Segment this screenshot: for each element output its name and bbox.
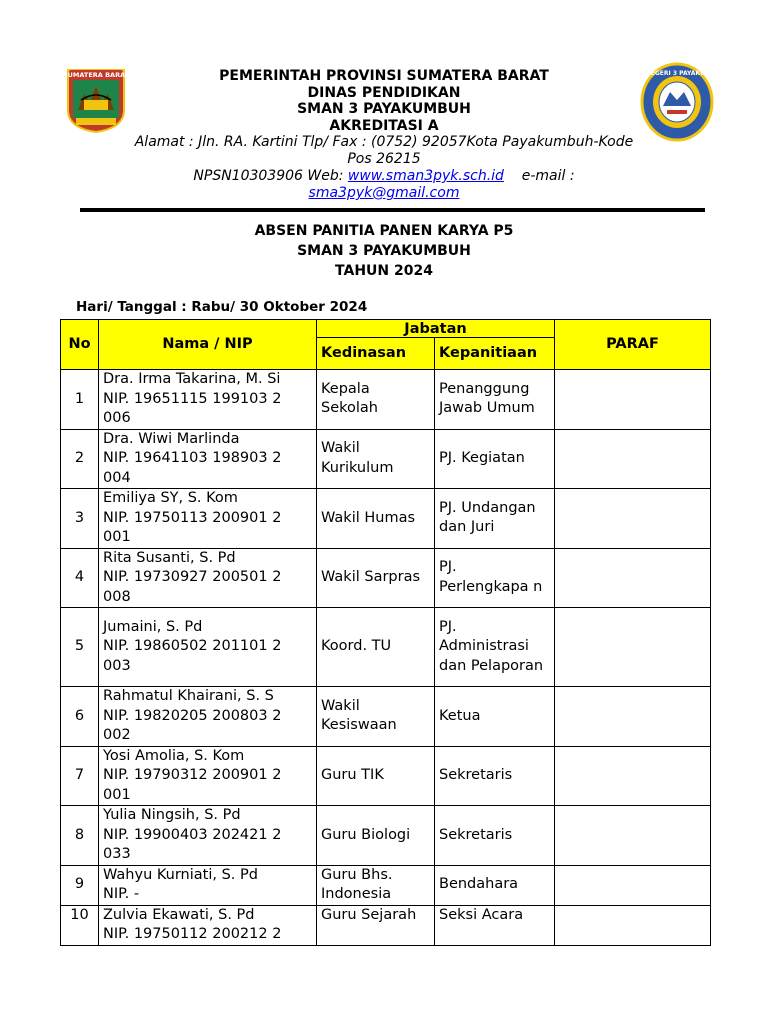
table-row bbox=[61, 370, 711, 430]
row-no: 4 bbox=[61, 548, 99, 608]
emblem-banner-text: SUMATERA BARAT bbox=[62, 71, 130, 79]
row-nama: Rita Susanti, S. Pd bbox=[103, 549, 236, 566]
row-nip: NIP. 19790312 200901 2 001 bbox=[103, 767, 282, 803]
row-nip: NIP. 19820205 200803 2 002 bbox=[103, 707, 282, 743]
header-kedinasan: Kedinasan bbox=[317, 338, 435, 370]
letterhead-divider bbox=[80, 208, 705, 212]
address-text-1: Alamat : Jln. RA. Kartini Tlp/ Fax : (0752) 92057Kota Payakumbuh-Kode bbox=[134, 134, 634, 150]
address-text-2: Pos 26215 bbox=[347, 151, 421, 167]
row-paraf[interactable] bbox=[555, 608, 711, 687]
title-line: TAHUN 2024 bbox=[335, 263, 433, 279]
header-paraf: PARAF bbox=[555, 320, 711, 370]
table-row bbox=[61, 865, 711, 905]
row-kedinasan: Kepala Sekolah bbox=[317, 370, 435, 430]
row-nama: Dra. Wiwi Marlinda bbox=[103, 430, 240, 447]
row-nip: NIP. 19860502 201101 2 003 bbox=[103, 638, 282, 674]
row-paraf[interactable] bbox=[555, 905, 711, 945]
row-nama-nip bbox=[99, 905, 317, 945]
seal-ring-text: SMA NEGERI 3 PAYAKUMBUH bbox=[628, 70, 726, 77]
row-nama-nip bbox=[99, 806, 317, 866]
row-kedinasan: Guru Biologi bbox=[317, 806, 435, 866]
row-nip: NIP. 19900403 202421 2 033 bbox=[103, 826, 282, 862]
row-no: 10 bbox=[61, 905, 99, 945]
table-row bbox=[61, 429, 711, 489]
npsn-label: NPSN10303906 Web: bbox=[193, 168, 348, 184]
row-nip: NIP. 19750112 200212 2 bbox=[103, 926, 282, 942]
row-kepanitiaan: Ketua bbox=[435, 687, 555, 747]
table-row bbox=[61, 905, 711, 945]
row-nama: Jumaini, S. Pd bbox=[103, 618, 203, 635]
letterhead-line: AKREDITASI A bbox=[329, 117, 439, 134]
row-nama: Wahyu Kurniati, S. Pd bbox=[103, 866, 258, 883]
row-nama-nip bbox=[99, 429, 317, 489]
row-paraf[interactable] bbox=[555, 370, 711, 430]
website-link[interactable]: www.sman3pyk.sch.id bbox=[347, 168, 504, 184]
letterhead bbox=[80, 68, 688, 202]
row-no: 7 bbox=[61, 746, 99, 806]
row-nama-nip bbox=[99, 687, 317, 747]
address-line bbox=[80, 134, 688, 202]
row-kepanitiaan: Penanggung Jawab Umum bbox=[435, 370, 555, 430]
row-nama-nip bbox=[99, 608, 317, 687]
row-kepanitiaan: PJ. Kegiatan bbox=[435, 429, 555, 489]
row-paraf[interactable] bbox=[555, 548, 711, 608]
letterhead-line: PEMERINTAH PROVINSI SUMATERA BARAT bbox=[219, 68, 549, 84]
row-nip: NIP. 19750113 200901 2 001 bbox=[103, 509, 282, 545]
table-row bbox=[61, 687, 711, 747]
row-nama-nip bbox=[99, 746, 317, 806]
row-kedinasan: Wakil Sarpras bbox=[317, 548, 435, 608]
table-row bbox=[61, 746, 711, 806]
row-no: 2 bbox=[61, 429, 99, 489]
row-nama-nip bbox=[99, 548, 317, 608]
row-no: 9 bbox=[61, 865, 99, 905]
table-row bbox=[61, 806, 711, 866]
header-jabatan: Jabatan bbox=[317, 320, 555, 338]
row-kepanitiaan: PJ. Undangan dan Juri bbox=[435, 489, 555, 549]
table-row bbox=[61, 489, 711, 549]
document-title bbox=[100, 221, 668, 281]
row-paraf[interactable] bbox=[555, 806, 711, 866]
row-paraf[interactable] bbox=[555, 865, 711, 905]
row-kedinasan: Wakil Humas bbox=[317, 489, 435, 549]
table-row bbox=[61, 608, 711, 687]
row-paraf[interactable] bbox=[555, 687, 711, 747]
row-kedinasan: Wakil Kesiswaan bbox=[317, 687, 435, 747]
row-kepanitiaan: PJ. Perlengkapa n bbox=[435, 548, 555, 608]
row-kedinasan: Wakil Kurikulum bbox=[317, 429, 435, 489]
row-nip: NIP. 19651115 199103 2 006 bbox=[103, 390, 282, 426]
row-no: 5 bbox=[61, 608, 99, 687]
title-line: ABSEN PANITIA PANEN KARYA P5 bbox=[254, 223, 514, 239]
row-nama-nip bbox=[99, 489, 317, 549]
letterhead-line: DINAS PENDIDIKAN bbox=[307, 84, 461, 101]
row-paraf[interactable] bbox=[555, 489, 711, 549]
table-row bbox=[61, 548, 711, 608]
row-nip: NIP. 19730927 200501 2 008 bbox=[103, 569, 282, 605]
row-kepanitiaan: Bendahara bbox=[435, 865, 555, 905]
header-kepanitiaan: Kepanitiaan bbox=[435, 338, 555, 370]
row-kedinasan: Guru Bhs. Indonesia bbox=[317, 865, 435, 905]
row-kepanitiaan: Seksi Acara bbox=[435, 905, 555, 945]
row-no: 3 bbox=[61, 489, 99, 549]
row-nip: NIP. 19641103 198903 2 004 bbox=[103, 450, 282, 486]
row-kepanitiaan: PJ. Administrasi dan Pelaporan bbox=[435, 608, 555, 687]
date-line: Hari/ Tanggal : Rabu/ 30 Oktober 2024 bbox=[76, 299, 368, 315]
row-nama: Zulvia Ekawati, S. Pd bbox=[103, 906, 255, 923]
row-nama: Rahmatul Khairani, S. S bbox=[103, 688, 274, 704]
row-no: 6 bbox=[61, 687, 99, 747]
header-nama-nip: Nama / NIP bbox=[99, 320, 317, 370]
row-nama-nip bbox=[99, 370, 317, 430]
row-nama-nip bbox=[99, 865, 317, 905]
row-nama: Dra. Irma Takarina, M. Si bbox=[103, 371, 281, 387]
row-nama: Yosi Amolia, S. Kom bbox=[103, 747, 245, 764]
attendance-table bbox=[60, 319, 711, 946]
row-kedinasan: Guru TIK bbox=[317, 746, 435, 806]
letterhead-line: SMAN 3 PAYAKUMBUH bbox=[297, 101, 471, 117]
row-kepanitiaan: Sekretaris bbox=[435, 746, 555, 806]
row-no: 8 bbox=[61, 806, 99, 866]
email-label: e-mail : bbox=[521, 168, 575, 184]
header-no: No bbox=[61, 320, 99, 370]
row-nama: Emiliya SY, S. Kom bbox=[103, 490, 238, 506]
row-nip: NIP. - bbox=[103, 886, 140, 902]
title-line: SMAN 3 PAYAKUMBUH bbox=[297, 243, 471, 259]
row-paraf[interactable] bbox=[555, 429, 711, 489]
row-paraf[interactable] bbox=[555, 746, 711, 806]
email-link[interactable]: sma3pyk@gmail.com bbox=[308, 185, 460, 201]
row-kepanitiaan: Sekretaris bbox=[435, 806, 555, 866]
row-kedinasan: Koord. TU bbox=[317, 608, 435, 687]
row-no: 1 bbox=[61, 370, 99, 430]
row-nama: Yulia Ningsih, S. Pd bbox=[103, 807, 241, 823]
row-kedinasan: Guru Sejarah bbox=[317, 905, 435, 945]
